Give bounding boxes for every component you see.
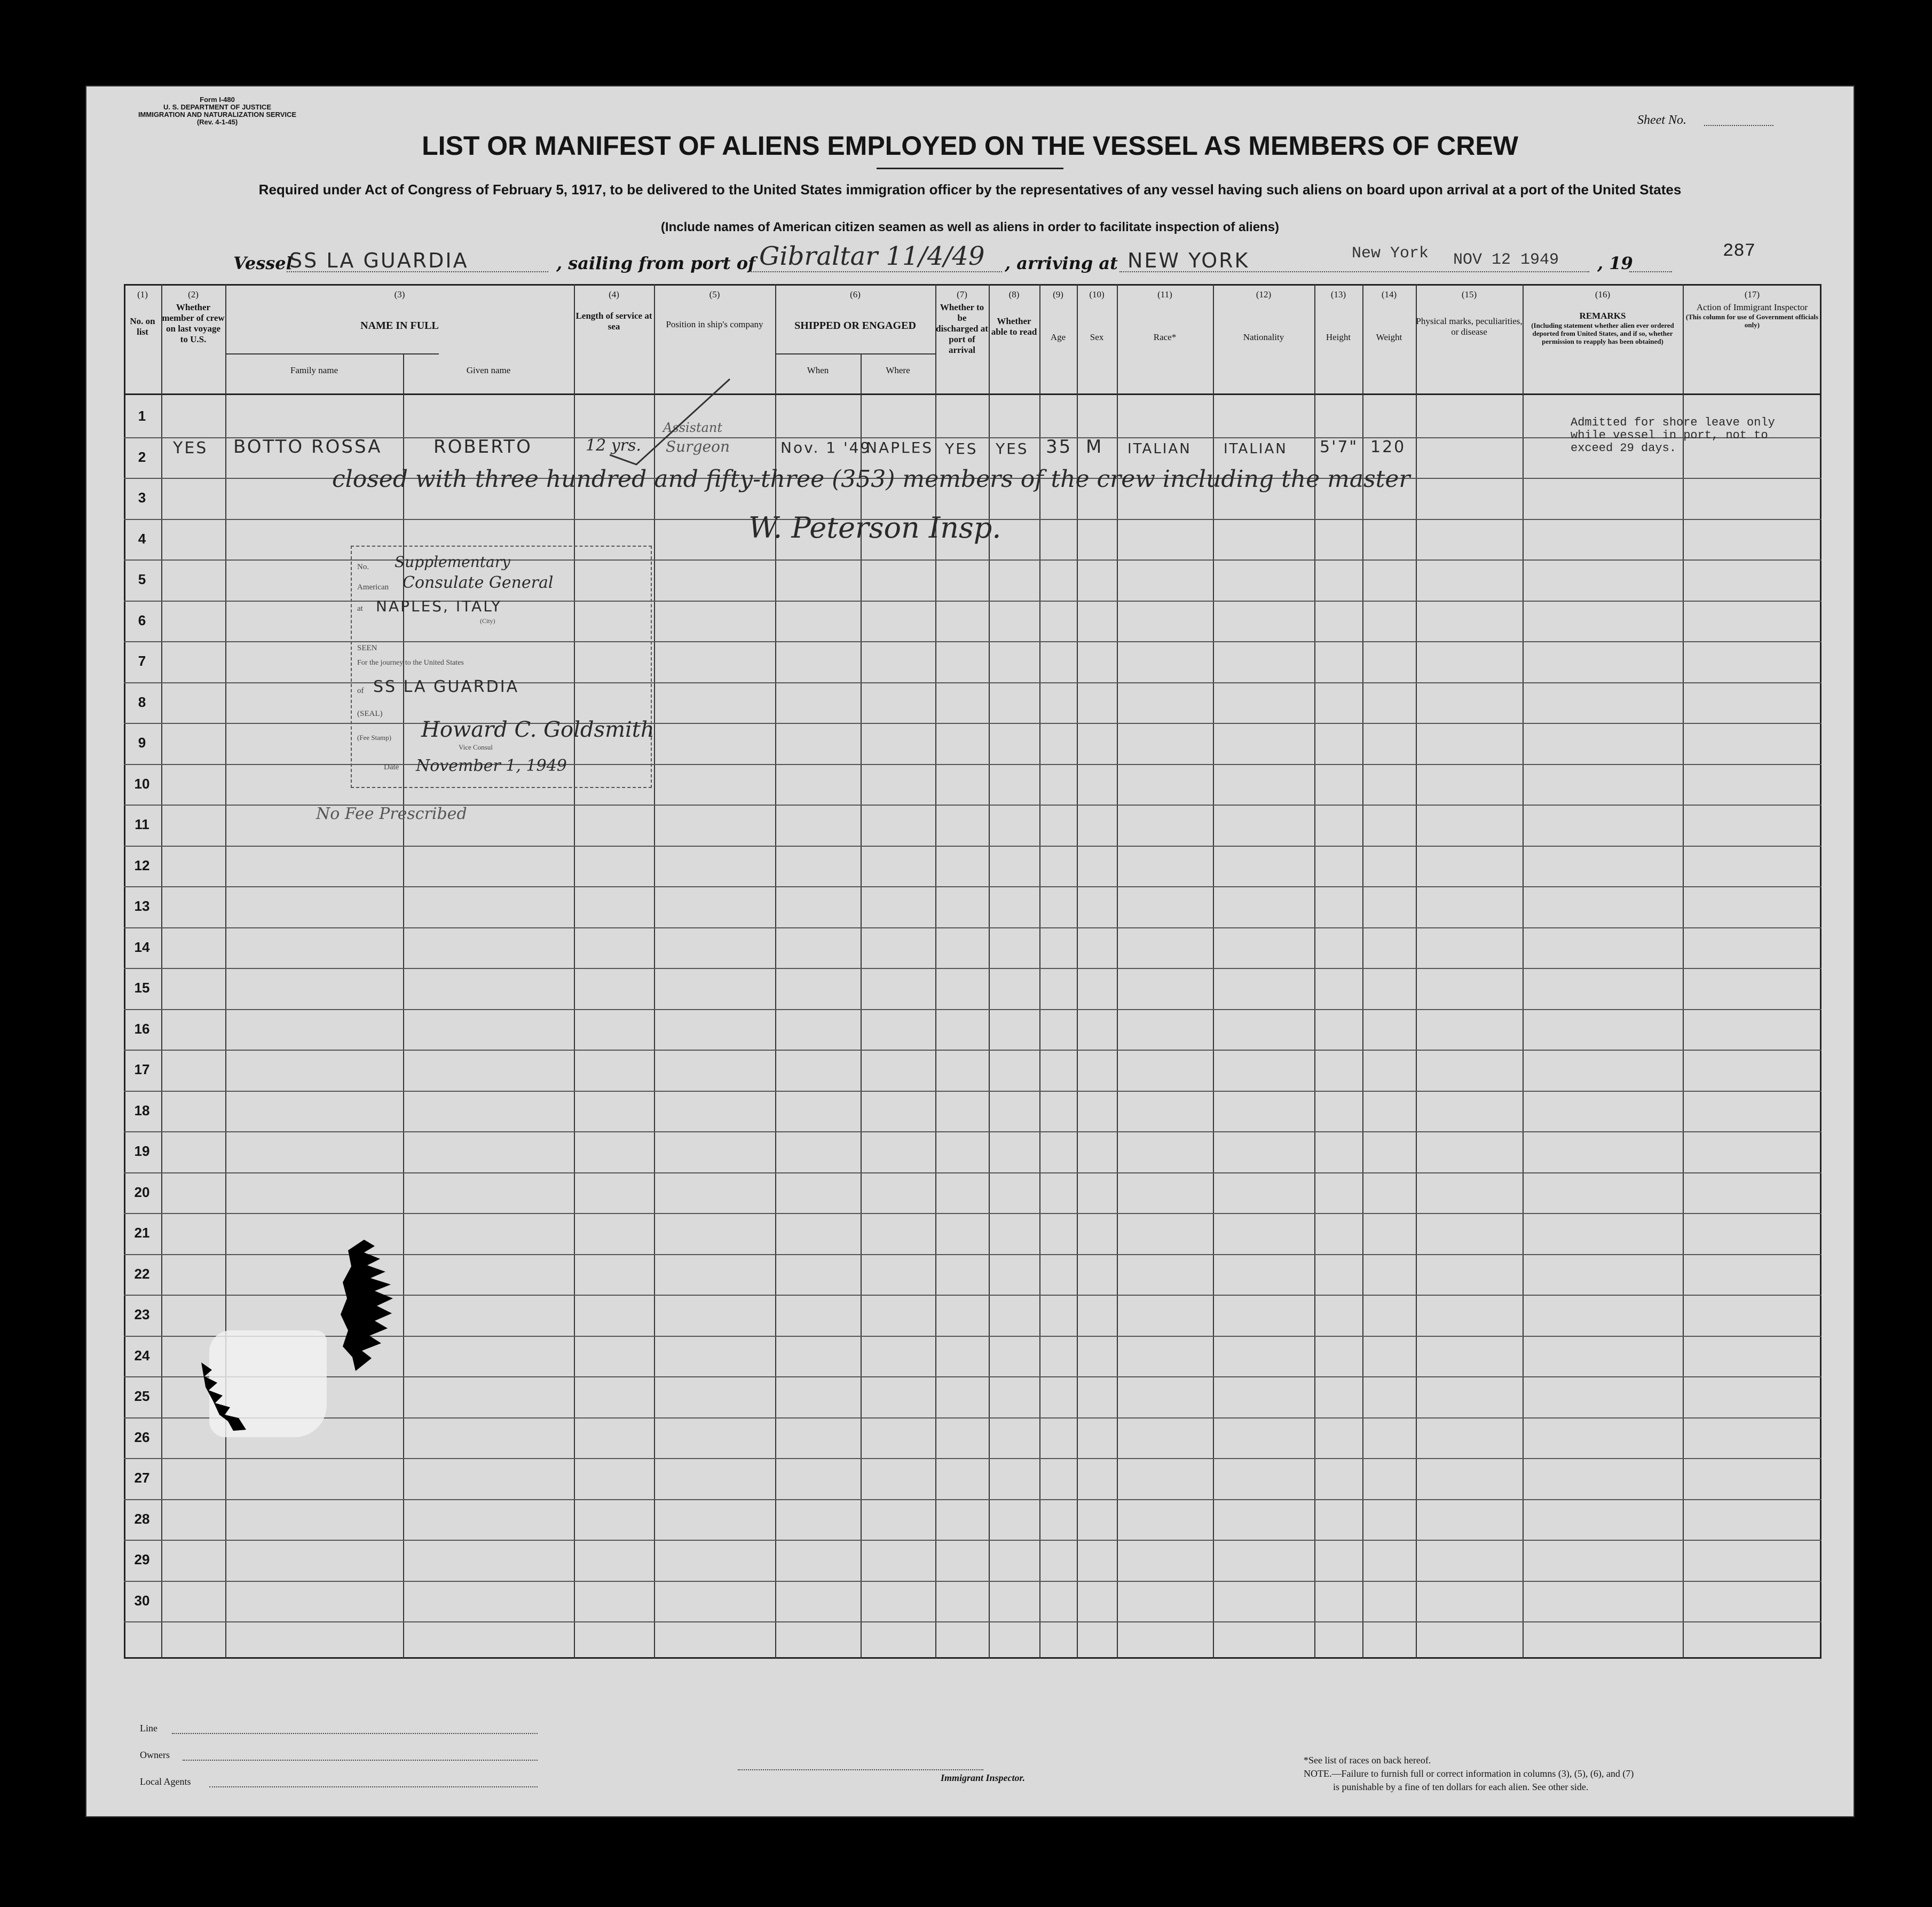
row-number: 12 — [134, 857, 150, 873]
header-col-8 — [989, 289, 1039, 337]
col-divider — [861, 353, 862, 1659]
col-number: (10) — [1089, 289, 1105, 300]
row-rule — [124, 1131, 1821, 1132]
inspector-label: Immigrant Inspector. — [941, 1772, 1026, 1783]
department-name: U. S. DEPARTMENT OF JUSTICE — [163, 103, 271, 111]
row-rule — [124, 1213, 1821, 1214]
row-number: 29 — [134, 1551, 150, 1567]
ink-blot — [201, 1362, 255, 1432]
row-number: 5 — [138, 571, 146, 587]
row-number: 27 — [134, 1470, 150, 1486]
col-number: (15) — [1461, 289, 1477, 300]
vessel-label: Vessel — [233, 253, 293, 273]
entry-remark-line: exceed 29 days. — [1571, 442, 1677, 455]
page-number: 287 — [1723, 241, 1756, 262]
row-number: 21 — [134, 1225, 150, 1241]
row-rule — [124, 1417, 1821, 1419]
header-col-14 — [1362, 289, 1416, 343]
manifest-sheet — [85, 85, 1855, 1817]
stamp-date-label: Date — [384, 763, 399, 771]
header-col-2 — [161, 289, 225, 345]
entry-family-name: BOTTO ROSSA — [233, 436, 382, 458]
row-rule — [124, 1499, 1821, 1500]
row-number: 28 — [134, 1510, 150, 1527]
row-number: 26 — [134, 1429, 150, 1445]
row-number: 17 — [134, 1061, 150, 1077]
col-heading: Height — [1326, 332, 1351, 342]
row-number: 4 — [138, 530, 146, 547]
subheading-when: When — [807, 365, 829, 375]
entry-weight: 120 — [1370, 438, 1406, 456]
row-number: 9 — [138, 735, 146, 751]
entry-race: ITALIAN — [1127, 441, 1192, 457]
row-number: 20 — [134, 1184, 150, 1200]
entry-position-line-2: Surgeon — [666, 438, 730, 455]
row-number: 7 — [138, 653, 146, 669]
col-heading: Physical marks, peculiarities, or disease — [1416, 316, 1523, 337]
arrival-stamp-place: New York — [1352, 245, 1429, 263]
statute-subtitle: Required under Act of Congress of February 5, 1917, to be delivered to the United States immigration officer by the representatives of any vessel having such aliens on board upon arrival at a port of the United States — [258, 182, 1682, 198]
arriving-line — [1119, 270, 1589, 272]
check-mark — [610, 375, 748, 466]
row-number: 13 — [134, 898, 150, 914]
arriving-port: NEW YORK — [1127, 249, 1250, 272]
sheet-number — [1637, 113, 1686, 128]
stamp-american-value: Consulate General — [403, 573, 554, 592]
col-number: (9) — [1053, 289, 1063, 300]
row-number: 23 — [134, 1306, 150, 1322]
penalty-note-line-1: NOTE.—Failure to furnish full or correct information in columns (3), (5), (6), and (7) — [1304, 1768, 1634, 1779]
row-number: 19 — [134, 1143, 150, 1159]
header-col-3 — [225, 289, 574, 331]
row-rule — [124, 1540, 1821, 1541]
header-col-1 — [124, 289, 161, 337]
entry-able-to-read: YES — [996, 440, 1029, 458]
stamp-city-caption: (City) — [480, 617, 495, 625]
stamp-seen: SEEN — [357, 644, 377, 652]
row-rule — [124, 1172, 1821, 1173]
entry-shipped-where: NAPLES — [866, 439, 934, 456]
header-col-11 — [1117, 289, 1213, 343]
sheet-number-label: Sheet No. — [1637, 113, 1686, 127]
consular-stamp — [351, 546, 652, 788]
entry-age: 35 — [1046, 436, 1073, 458]
col-number: (5) — [709, 289, 720, 300]
row-rule — [124, 968, 1821, 969]
stamp-of-value: SS LA GUARDIA — [373, 677, 519, 696]
row-rule — [124, 846, 1821, 847]
vessel-name: SS LA GUARDIA — [289, 249, 469, 272]
row-number: 18 — [134, 1102, 150, 1118]
col-number: (16) — [1595, 289, 1611, 300]
col-heading: Race* — [1153, 332, 1177, 342]
row-rule — [124, 1621, 1821, 1622]
col-number: (14) — [1381, 289, 1397, 300]
entry-remarks — [1571, 416, 1775, 455]
entry-position-line-1: Assistant — [663, 420, 723, 435]
col-heading-note: (Including statement whether alien ever ordered deported from United States, and if so, whether permission to reapply has been obtained) — [1531, 321, 1674, 345]
col-number: (6) — [850, 289, 861, 300]
row-number: 14 — [134, 939, 150, 955]
stamp-american-label: American — [357, 583, 389, 592]
row-rule — [124, 927, 1821, 928]
penalty-note-line-2: is punishable by a fine of ten dollars for each alien. See other side. — [1333, 1782, 1589, 1792]
line-label: Line — [140, 1723, 157, 1733]
header-col-15 — [1416, 289, 1523, 337]
col-heading: Position in ship's company — [666, 319, 763, 329]
row-rule — [124, 1458, 1821, 1459]
row-number: 3 — [138, 490, 146, 506]
header-bottom-rule — [124, 393, 1821, 395]
entry-shipped-when: Nov. 1 '49 — [780, 439, 872, 456]
owners-label: Owners — [140, 1750, 170, 1760]
col-divider — [1683, 284, 1684, 1659]
row-rule — [124, 1376, 1821, 1377]
sailing-port: Gibraltar 11/4/49 — [759, 241, 985, 271]
form-identifier — [124, 96, 311, 126]
name-subheader-rule — [225, 353, 439, 354]
stamp-seal: (SEAL) — [357, 710, 383, 718]
subheading-where: Where — [886, 365, 910, 375]
header-col-4 — [574, 289, 654, 332]
form-revision: (Rev. 4-1-45) — [196, 118, 238, 126]
col-number: (3) — [394, 289, 405, 300]
row-number: 24 — [134, 1347, 150, 1364]
row-rule — [124, 1050, 1821, 1051]
stamp-date-value: November 1, 1949 — [416, 757, 567, 775]
no-fee-note: No Fee Prescribed — [316, 805, 467, 823]
col-heading: REMARKS — [1579, 311, 1626, 321]
col-number: (17) — [1744, 289, 1760, 300]
closing-statement: closed with three hundred and fifty-three (353) members of the crew including the master — [332, 466, 1410, 493]
header-col-6 — [775, 289, 935, 331]
header-col-12 — [1213, 289, 1314, 343]
subheading-family-name: Family name — [290, 365, 338, 375]
stamp-fee-label: (Fee Stamp) — [357, 734, 391, 742]
arrival-stamp-date: NOV 12 1949 — [1453, 251, 1559, 269]
col-heading: No. on list — [130, 316, 155, 337]
col-heading: Action of Immigrant Inspector — [1696, 302, 1808, 312]
local-agents-field — [209, 1785, 538, 1787]
col-heading: Whether able to read — [991, 316, 1037, 337]
local-agents-label: Local Agents — [140, 1776, 191, 1787]
stamp-no-value: Supplementary — [395, 553, 510, 571]
stamp-at-label: at — [357, 604, 363, 613]
col-divider — [1523, 284, 1524, 1659]
col-number: (12) — [1256, 289, 1272, 300]
year-line — [1629, 270, 1672, 272]
col-divider — [1416, 284, 1417, 1659]
row-number: 16 — [134, 1020, 150, 1037]
row-number: 1 — [138, 408, 146, 424]
sailing-line — [751, 270, 1002, 272]
col-heading: Weight — [1376, 332, 1402, 342]
inspector-signature-line — [738, 1768, 983, 1770]
col-number: (13) — [1330, 289, 1346, 300]
document-title: LIST OR MANIFEST OF ALIENS EMPLOYED ON THE VESSEL AS MEMBERS OF CREW — [422, 131, 1518, 161]
header-col-10 — [1077, 289, 1117, 343]
ink-blot — [332, 1240, 407, 1373]
row-number: 25 — [134, 1388, 150, 1404]
stamp-of-label: of — [357, 687, 364, 695]
row-rule — [124, 1009, 1821, 1010]
col-heading: NAME IN FULL — [360, 320, 439, 332]
entry-height: 5'7" — [1320, 438, 1359, 456]
col-number: (8) — [1008, 289, 1020, 300]
entry-prior-voyage: YES — [173, 439, 208, 458]
form-number: Form I-480 — [200, 96, 235, 104]
row-number: 10 — [134, 775, 150, 792]
col-heading: Sex — [1090, 332, 1104, 342]
title-underline — [877, 168, 1063, 169]
col-heading: SHIPPED OR ENGAGED — [794, 320, 916, 332]
col-number: (4) — [609, 289, 619, 300]
stamp-no-label: No. — [357, 563, 369, 571]
entry-discharged: YES — [945, 440, 978, 458]
entry-given-name: ROBERTO — [433, 436, 532, 458]
line-field — [172, 1732, 538, 1734]
col-heading: Length of service at sea — [575, 311, 652, 332]
stamp-officer-title: Vice Consul — [459, 743, 493, 751]
col-heading: Age — [1050, 332, 1066, 342]
shipped-subheader-rule — [775, 353, 935, 354]
col-divider — [225, 284, 226, 1659]
stamp-officer-signature: Howard C. Goldsmith — [421, 718, 654, 742]
year-label: , 19 — [1597, 253, 1633, 273]
service-name: IMMIGRATION AND NATURALIZATION SERVICE — [138, 111, 297, 119]
col-heading: Whether member of crew on last voyage to U.S. — [162, 302, 225, 344]
header-col-13 — [1314, 289, 1362, 343]
header-col-7 — [935, 289, 989, 356]
row-number: 6 — [138, 612, 146, 628]
sailing-label: , sailing from port of — [556, 253, 755, 273]
col-heading: Nationality — [1243, 332, 1284, 342]
inspector-signature: W. Peterson Insp. — [748, 511, 1002, 545]
row-rule — [124, 1581, 1821, 1582]
stamp-purpose: For the journey to the United States — [357, 659, 464, 667]
row-number: 11 — [135, 816, 149, 832]
header-col-9 — [1039, 289, 1077, 343]
subheading-given-name: Given name — [466, 365, 511, 375]
col-number: (1) — [137, 289, 148, 300]
stamp-at-value: NAPLES, ITALY — [376, 597, 502, 615]
entry-remark-line: while vessel in port, not to — [1571, 429, 1768, 442]
col-heading-note: (This column for use of Government officials only) — [1685, 313, 1819, 329]
header-col-17 — [1683, 289, 1821, 329]
row-rule — [124, 1091, 1821, 1092]
instruction-note: (Include names of American citizen seamen as well as aliens in order to facilitate inspection of aliens) — [660, 220, 1280, 234]
voyage-line — [86, 241, 1854, 273]
owners-field — [183, 1759, 538, 1761]
entry-service: 12 yrs. — [586, 436, 641, 455]
entry-sex: M — [1086, 436, 1103, 458]
col-number: (2) — [188, 289, 199, 300]
row-number: 8 — [138, 694, 146, 710]
arriving-label: , arriving at — [1005, 253, 1118, 273]
col-number: (11) — [1157, 289, 1172, 300]
row-number: 15 — [134, 980, 150, 996]
row-rule — [124, 886, 1821, 887]
row-number: 22 — [134, 1265, 150, 1282]
row-number: 30 — [134, 1592, 150, 1609]
col-number: (7) — [957, 289, 967, 300]
entry-nationality: ITALIAN — [1224, 441, 1288, 457]
races-note: *See list of races on back hereof. — [1304, 1755, 1431, 1766]
vessel-line — [287, 270, 548, 272]
header-col-16 — [1523, 289, 1683, 345]
row-number: 2 — [138, 448, 146, 465]
sheet-number-line — [1704, 124, 1773, 126]
col-heading: Whether to be discharged at port of arrival — [936, 302, 988, 355]
header-col-5 — [654, 289, 775, 330]
entry-remark-line: Admitted for shore leave only — [1571, 416, 1775, 429]
